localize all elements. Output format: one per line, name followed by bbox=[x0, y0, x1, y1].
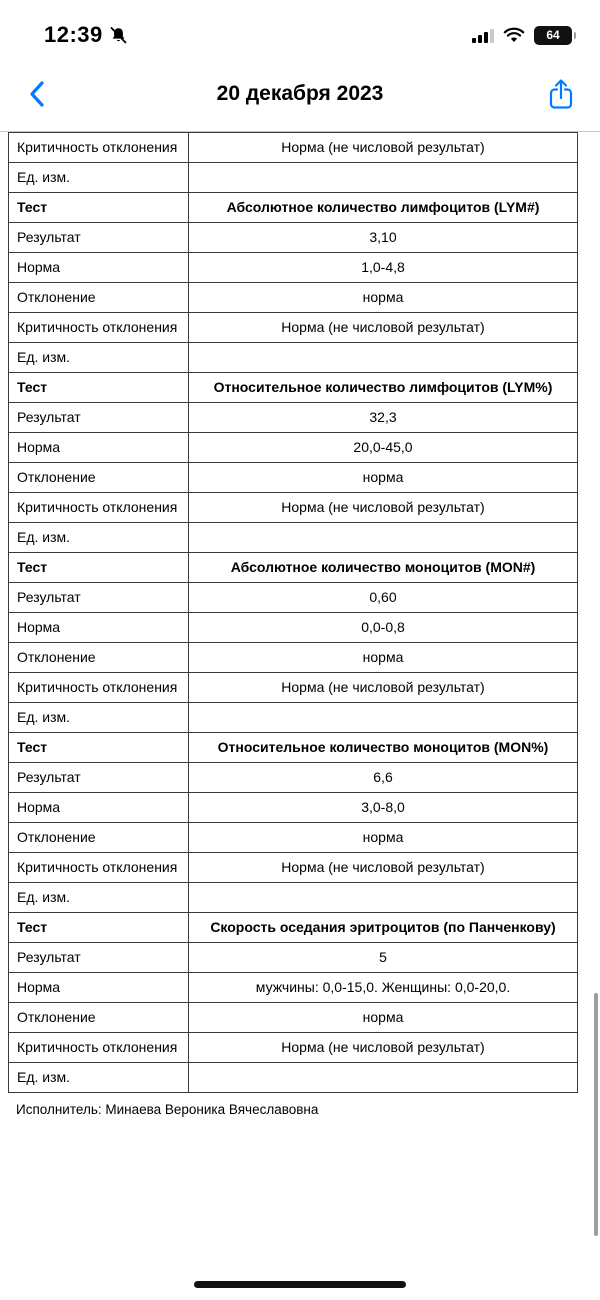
row-value: Относительное количество моноцитов (MON%) bbox=[189, 733, 578, 763]
executor-note: Исполнитель: Минаева Вероника Вячеславовна bbox=[16, 1102, 319, 1117]
row-value: 6,6 bbox=[189, 763, 578, 793]
row-label: Отклонение bbox=[9, 643, 189, 673]
row-label: Результат bbox=[9, 403, 189, 433]
row-label: Норма bbox=[9, 793, 189, 823]
row-label: Критичность отклонения bbox=[9, 853, 189, 883]
table-row bbox=[9, 973, 578, 1003]
row-value: мужчины: 0,0-15,0. Женщины: 0,0-20,0. bbox=[189, 973, 578, 1003]
battery-icon bbox=[534, 26, 572, 45]
table-row bbox=[9, 823, 578, 853]
table-row bbox=[9, 703, 578, 733]
table-row bbox=[9, 583, 578, 613]
row-label: Результат bbox=[9, 763, 189, 793]
row-label: Ед. изм. bbox=[9, 523, 189, 553]
row-value: 3,10 bbox=[189, 223, 578, 253]
row-value: 0,60 bbox=[189, 583, 578, 613]
table-row bbox=[9, 1063, 578, 1093]
row-value: Абсолютное количество лимфоцитов (LYM#) bbox=[189, 193, 578, 223]
bell-slash-icon bbox=[109, 26, 128, 45]
row-value: 32,3 bbox=[189, 403, 578, 433]
row-value: Норма (не числовой результат) bbox=[189, 853, 578, 883]
table-row bbox=[9, 253, 578, 283]
row-value: 5 bbox=[189, 943, 578, 973]
row-label: Результат bbox=[9, 223, 189, 253]
row-label: Ед. изм. bbox=[9, 343, 189, 373]
row-value bbox=[189, 523, 578, 553]
table-row bbox=[9, 313, 578, 343]
table-row bbox=[9, 343, 578, 373]
chevron-left-icon bbox=[26, 79, 48, 109]
row-label: Результат bbox=[9, 943, 189, 973]
row-label: Критичность отклонения bbox=[9, 493, 189, 523]
row-value bbox=[189, 343, 578, 373]
row-value bbox=[189, 703, 578, 733]
scrollbar-thumb[interactable] bbox=[594, 993, 598, 1236]
row-label: Тест bbox=[9, 373, 189, 403]
row-label: Критичность отклонения bbox=[9, 1033, 189, 1063]
row-label: Критичность отклонения bbox=[9, 133, 189, 163]
row-value: Абсолютное количество моноцитов (MON#) bbox=[189, 553, 578, 583]
row-value: Норма (не числовой результат) bbox=[189, 673, 578, 703]
table-row bbox=[9, 793, 578, 823]
row-value: Норма (не числовой результат) bbox=[189, 133, 578, 163]
share-icon bbox=[548, 78, 574, 110]
row-label: Критичность отклонения bbox=[9, 313, 189, 343]
row-label: Отклонение bbox=[9, 823, 189, 853]
row-value: 3,0-8,0 bbox=[189, 793, 578, 823]
table-row bbox=[9, 403, 578, 433]
row-label: Результат bbox=[9, 583, 189, 613]
table-row bbox=[9, 943, 578, 973]
table-row bbox=[9, 373, 578, 403]
row-value: Норма (не числовой результат) bbox=[189, 313, 578, 343]
row-label: Отклонение bbox=[9, 283, 189, 313]
table-row bbox=[9, 193, 578, 223]
wifi-icon bbox=[503, 27, 525, 43]
lab-results-table bbox=[8, 132, 578, 1093]
row-value: Норма (не числовой результат) bbox=[189, 1033, 578, 1063]
row-value: норма bbox=[189, 283, 578, 313]
table-row bbox=[9, 1003, 578, 1033]
row-label: Ед. изм. bbox=[9, 703, 189, 733]
row-label: Норма bbox=[9, 973, 189, 1003]
table-row bbox=[9, 673, 578, 703]
table-row bbox=[9, 133, 578, 163]
row-value bbox=[189, 163, 578, 193]
row-value: норма bbox=[189, 463, 578, 493]
row-label: Ед. изм. bbox=[9, 883, 189, 913]
status-time: 12:39 bbox=[44, 22, 103, 47]
home-indicator[interactable] bbox=[194, 1281, 406, 1288]
row-label: Отклонение bbox=[9, 463, 189, 493]
row-label: Норма bbox=[9, 433, 189, 463]
table-row bbox=[9, 913, 578, 943]
table-row bbox=[9, 223, 578, 253]
row-value: норма bbox=[189, 1003, 578, 1033]
back-button[interactable] bbox=[22, 75, 52, 113]
table-row bbox=[9, 613, 578, 643]
row-label: Ед. изм. bbox=[9, 1063, 189, 1093]
table-row bbox=[9, 733, 578, 763]
row-label: Тест bbox=[9, 733, 189, 763]
table-row bbox=[9, 643, 578, 673]
table-row bbox=[9, 523, 578, 553]
table-row bbox=[9, 163, 578, 193]
row-value bbox=[189, 1063, 578, 1093]
row-value: Норма (не числовой результат) bbox=[189, 493, 578, 523]
row-label: Норма bbox=[9, 253, 189, 283]
row-label: Ед. изм. bbox=[9, 163, 189, 193]
table-row bbox=[9, 883, 578, 913]
row-label: Отклонение bbox=[9, 1003, 189, 1033]
nav-bar bbox=[0, 56, 600, 132]
row-label: Тест bbox=[9, 193, 189, 223]
row-value: 20,0-45,0 bbox=[189, 433, 578, 463]
table-row bbox=[9, 463, 578, 493]
table-row bbox=[9, 493, 578, 523]
table-row bbox=[9, 433, 578, 463]
row-value: 0,0-0,8 bbox=[189, 613, 578, 643]
row-label: Норма bbox=[9, 613, 189, 643]
row-value: Скорость оседания эритроцитов (по Панченкову) bbox=[189, 913, 578, 943]
status-bar bbox=[0, 0, 600, 56]
page-title: 20 декабря 2023 bbox=[216, 81, 384, 105]
table-row bbox=[9, 763, 578, 793]
content-area bbox=[0, 132, 600, 1117]
row-value bbox=[189, 883, 578, 913]
table-row bbox=[9, 553, 578, 583]
share-button[interactable] bbox=[544, 74, 578, 114]
table-row bbox=[9, 853, 578, 883]
table-row bbox=[9, 283, 578, 313]
table-row bbox=[9, 1033, 578, 1063]
cellular-signal-icon bbox=[472, 28, 494, 43]
row-value: норма bbox=[189, 643, 578, 673]
battery-percent: 64 bbox=[546, 28, 560, 42]
row-label: Тест bbox=[9, 553, 189, 583]
row-value: норма bbox=[189, 823, 578, 853]
row-value: Относительное количество лимфоцитов (LYM%) bbox=[189, 373, 578, 403]
row-label: Тест bbox=[9, 913, 189, 943]
row-value: 1,0-4,8 bbox=[189, 253, 578, 283]
row-label: Критичность отклонения bbox=[9, 673, 189, 703]
